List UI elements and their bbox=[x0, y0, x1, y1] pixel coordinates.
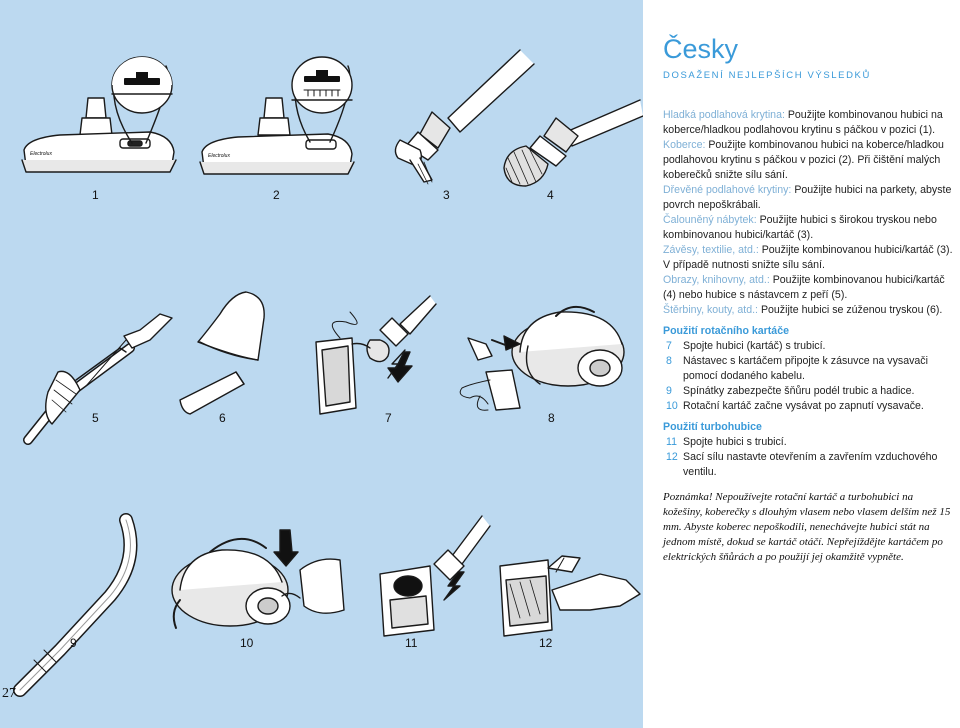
nozzle-brand: Electrolux bbox=[30, 151, 52, 157]
figure-7-rotary-brush bbox=[316, 296, 436, 414]
figure-9-hose-handle bbox=[20, 520, 130, 690]
step-number: 9 bbox=[666, 385, 672, 397]
paragraph-text: Použijte kombinovanou hubici na koberce/hladkou podlahovou krytinu s páčkou v pozici (2). Při čištění malých koberečků snižte sílu sání. bbox=[663, 139, 944, 181]
list-item bbox=[663, 354, 955, 384]
figure-number-11: 11 bbox=[405, 636, 418, 650]
paragraph-label: Štěrbiny, kouty, atd.: bbox=[663, 304, 758, 316]
paragraph-carpets bbox=[663, 138, 955, 183]
step-text: Spojte hubici s trubicí. bbox=[683, 436, 787, 448]
rotary-brush-heading: Použití rotačního kartáče bbox=[663, 325, 789, 337]
paragraph-label: Čalouněný nábytek: bbox=[663, 214, 757, 226]
step-number: 7 bbox=[666, 340, 672, 352]
figure-number-8: 8 bbox=[548, 411, 555, 425]
step-number: 10 bbox=[666, 400, 678, 412]
list-item bbox=[663, 339, 955, 354]
figure-1-floor-nozzle bbox=[22, 57, 176, 172]
step-number: 11 bbox=[666, 436, 677, 448]
step-number: 8 bbox=[666, 355, 672, 367]
figure-2-floor-nozzle bbox=[200, 57, 354, 174]
note-paragraph bbox=[663, 490, 955, 565]
paragraph-text: Použijte hubici s širokou tryskou nebo kombinovanou hubici/kartáč (3). bbox=[663, 214, 937, 241]
paragraph-label: Koberce: bbox=[663, 139, 706, 151]
language-title: Česky bbox=[663, 34, 739, 64]
paragraph-text: Použijte hubici na parkety, abyste povrch nepoškrábali. bbox=[663, 184, 952, 211]
list-item bbox=[663, 435, 955, 450]
paragraph-label: Dřevěné podlahové krytiny: bbox=[663, 184, 792, 196]
list-item bbox=[663, 450, 955, 480]
paragraph-text: Použijte kombinovanou hubici/kartáč (4) nebo hubice s nástavcem z peří (5). bbox=[663, 274, 945, 301]
paragraph-text: Použijte kombinovanou hubici/kartáč (3). V případě nutnosti snižte sílu sání. bbox=[663, 244, 953, 271]
figure-4-dusting-brush bbox=[504, 100, 643, 186]
figure-number-10: 10 bbox=[240, 636, 254, 650]
step-text: Rotační kartáč začne vysávat po zapnutí vysavače. bbox=[683, 400, 924, 412]
step-text: Nástavec s kartáčem připojte k zásuvce na vysavači pomocí dodaného kabelu. bbox=[683, 355, 928, 382]
figure-number-5: 5 bbox=[92, 411, 99, 425]
paragraph-curtains bbox=[663, 243, 955, 273]
step-text: Sací sílu nastavte otevřením a zavřením vzduchového ventilu. bbox=[683, 451, 938, 478]
list-item bbox=[663, 399, 955, 414]
figure-5-feather-duster bbox=[28, 314, 172, 440]
figure-number-1: 1 bbox=[92, 188, 99, 202]
page-number: 27 bbox=[2, 686, 16, 701]
figure-number-6: 6 bbox=[219, 411, 226, 425]
paragraph-text: Použijte kombinovanou hubici na koberce/hladkou podlahovou krytinu s páčkou v pozici (1). bbox=[663, 109, 943, 136]
figure-number-12: 12 bbox=[539, 636, 553, 650]
paragraph-text: Použijte hubici se zúženou tryskou (6). bbox=[758, 304, 943, 316]
figure-6-nozzles bbox=[180, 292, 264, 414]
section-subtitle: DOSAŽENÍ NEJLEPŠÍCH VÝSLEDKŮ bbox=[663, 70, 871, 81]
step-number: 12 bbox=[666, 451, 678, 463]
list-item bbox=[663, 384, 955, 399]
step-text: Spínátky zabezpečte šňůru podél trubic a hadice. bbox=[683, 385, 915, 397]
note-text: Poznámka! Nepoužívejte rotační kartáč a turbohubici na kožešiny, koberečky s dlouhým vlasem nebo vlasem delším než 15 mm. Abyste koberec nepoškodili, nenechávejte hubici stát na jednom místě, dokud se kartáč otáčí. bbox=[663, 491, 951, 548]
figure-8-vacuum-rotary bbox=[460, 307, 624, 410]
paragraph-wood-floor bbox=[663, 183, 955, 213]
paragraph-smooth-floor bbox=[663, 108, 955, 138]
instructions-body bbox=[663, 108, 955, 565]
figure-number-4: 4 bbox=[547, 188, 554, 202]
figure-number-3: 3 bbox=[443, 188, 450, 202]
figure-number-9: 9 bbox=[70, 636, 77, 650]
paragraph-label: Hladká podlahová krytina: bbox=[663, 109, 785, 121]
note-text-underlined: Nepřejíždějte kartáčem po elektrických šňůrách a po použijí jej okamžitě vypněte. bbox=[663, 536, 943, 563]
figure-10-vacuum-bag bbox=[172, 530, 344, 628]
figure-number-2: 2 bbox=[273, 188, 280, 202]
turbo-brush-heading: Použití turbohubice bbox=[663, 421, 762, 433]
step-text: Spojte hubici (kartáč) s trubicí. bbox=[683, 340, 826, 352]
paragraph-upholstery bbox=[663, 213, 955, 243]
paragraph-label: Obrazy, knihovny, atd.: bbox=[663, 274, 770, 286]
figure-number-7: 7 bbox=[385, 411, 392, 425]
paragraph-pictures bbox=[663, 273, 955, 303]
paragraph-crevices bbox=[663, 303, 955, 318]
figure-12-turbo-valve bbox=[500, 556, 640, 636]
figure-11-turbo-nozzle bbox=[380, 516, 490, 636]
paragraph-label: Závěsy, textilie, atd.: bbox=[663, 244, 759, 256]
nozzle-brand: Electrolux bbox=[208, 153, 230, 159]
